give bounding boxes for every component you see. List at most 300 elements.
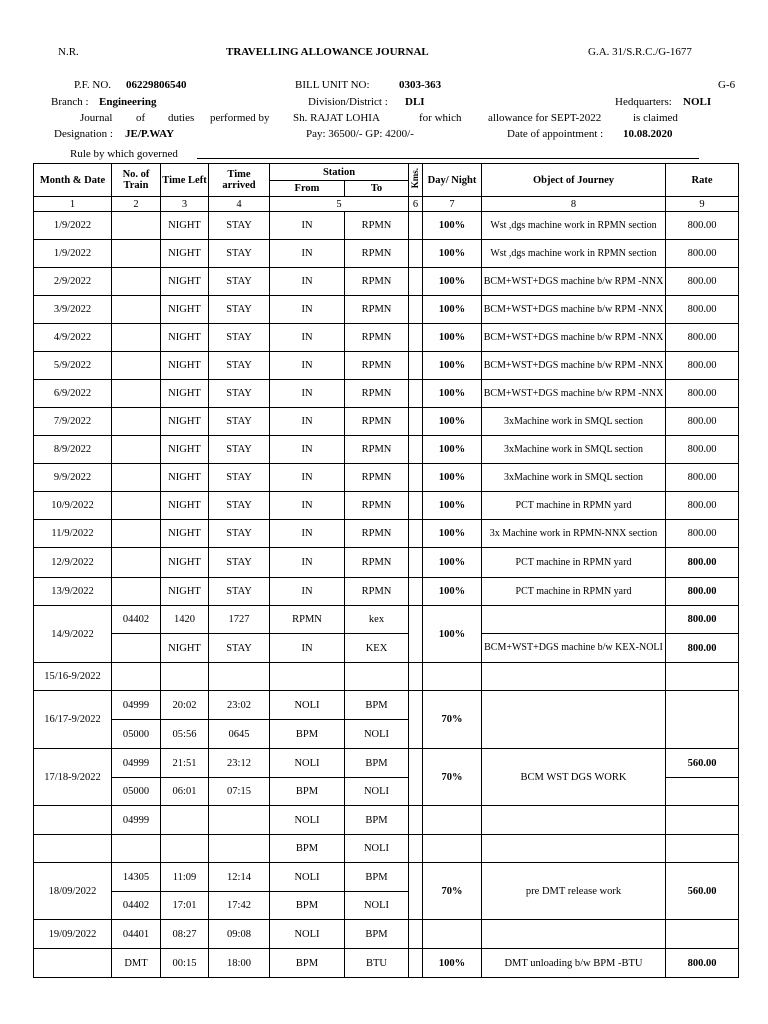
rate-cell: 800.00 (666, 436, 739, 464)
from-cell: BPM (270, 835, 345, 863)
train-cell (112, 324, 161, 352)
day-night-cell: 70% (423, 691, 482, 749)
train-cell: 05000 (112, 778, 161, 806)
object-cell: 3xMachine work in SMQL section (482, 408, 666, 436)
object-cell: BCM WST DGS WORK (482, 749, 666, 806)
kms-cell (409, 520, 423, 548)
time-left-cell: 11:09 (161, 863, 209, 892)
to-cell: RPMN (345, 324, 409, 352)
from-cell: NOLI (270, 806, 345, 835)
date-cell: 1/9/2022 (34, 240, 112, 268)
train-cell: 04999 (112, 749, 161, 778)
object-cell: BCM+WST+DGS machine b/w RPM -NNX (482, 324, 666, 352)
header-from: From (270, 181, 345, 197)
time-left-cell: NIGHT (161, 380, 209, 408)
kms-cell (409, 920, 423, 949)
col-number-9: 9 (666, 197, 739, 212)
kms-cell (409, 492, 423, 520)
division-label: Division/District : (308, 96, 388, 108)
branch-value: Engineering (99, 96, 157, 108)
date-cell: 12/9/2022 (34, 548, 112, 578)
rate-cell (666, 778, 739, 806)
object-cell (482, 806, 666, 835)
table-row (34, 436, 739, 464)
kms-cell (409, 296, 423, 324)
header-day-night: Day/ Night (423, 164, 482, 197)
object-cell: BCM+WST+DGS machine b/w KEX-NOLI (482, 634, 666, 663)
kms-cell (409, 835, 423, 863)
header-rate: Rate (666, 164, 739, 197)
rate-cell: 800.00 (666, 464, 739, 492)
date-cell: 10/9/2022 (34, 492, 112, 520)
object-cell: 3x Machine work in RPMN-NNX section (482, 520, 666, 548)
from-cell: BPM (270, 778, 345, 806)
header-month-date: Month & Date (34, 164, 112, 197)
rate-cell: 800.00 (666, 380, 739, 408)
train-cell (112, 268, 161, 296)
to-cell: RPMN (345, 240, 409, 268)
kms-cell (409, 464, 423, 492)
table-row (34, 268, 739, 296)
day-night-cell: 100% (423, 324, 482, 352)
rate-cell: 800.00 (666, 268, 739, 296)
train-cell (112, 380, 161, 408)
train-cell (112, 835, 161, 863)
table-row (34, 240, 739, 268)
time-arrived-cell: STAY (209, 408, 270, 436)
pay-info: Pay: 36500/- GP: 4200/- (306, 128, 414, 140)
to-cell (345, 663, 409, 691)
rate-cell: 800.00 (666, 949, 739, 978)
rate-cell: 800.00 (666, 324, 739, 352)
object-cell: DMT unloading b/w BPM -BTU (482, 949, 666, 978)
kms-cell (409, 863, 423, 920)
train-cell: 14305 (112, 863, 161, 892)
day-night-cell: 100% (423, 578, 482, 606)
header-station: Station (270, 164, 409, 181)
object-cell (482, 606, 666, 634)
table-row (34, 464, 739, 492)
journal-body (34, 212, 739, 606)
train-cell: 04999 (112, 806, 161, 835)
day-night-cell: 100% (423, 464, 482, 492)
form-number: G.A. 31/S.R.C./G-1677 (588, 46, 692, 58)
object-cell: BCM+WST+DGS machine b/w RPM -NNX (482, 296, 666, 324)
to-cell: RPMN (345, 380, 409, 408)
branch-label: Branch : (51, 96, 89, 108)
date-cell (34, 835, 112, 863)
time-left-cell: NIGHT (161, 548, 209, 578)
to-cell: RPMN (345, 464, 409, 492)
rate-cell: 800.00 (666, 634, 739, 663)
col-number-7: 7 (423, 197, 482, 212)
time-arrived-cell: STAY (209, 464, 270, 492)
object-cell (482, 920, 666, 949)
to-cell: KEX (345, 634, 409, 663)
train-cell (112, 352, 161, 380)
rate-cell (666, 663, 739, 691)
rate-cell: 800.00 (666, 548, 739, 578)
date-cell: 9/9/2022 (34, 464, 112, 492)
header-time-arrived: Time arrived (209, 164, 270, 197)
rate-cell (666, 806, 739, 835)
from-cell: IN (270, 212, 345, 240)
journal-word-3: duties (168, 112, 195, 124)
object-cell: BCM+WST+DGS machine b/w RPM -NNX (482, 380, 666, 408)
table-row (34, 408, 739, 436)
journal-word-4: performed by (210, 112, 270, 124)
day-night-cell: 100% (423, 240, 482, 268)
time-left-cell: 20:02 (161, 691, 209, 720)
object-cell: PCT machine in RPMN yard (482, 578, 666, 606)
time-arrived-cell: 09:08 (209, 920, 270, 949)
to-cell: RPMN (345, 212, 409, 240)
kms-cell (409, 606, 423, 663)
kms-cell (409, 578, 423, 606)
col-number-6: 6 (409, 197, 423, 212)
time-left-cell: 1420 (161, 606, 209, 634)
col-number-4: 4 (209, 197, 270, 212)
time-left-cell: NIGHT (161, 436, 209, 464)
train-cell: 05000 (112, 720, 161, 749)
time-arrived-cell: STAY (209, 520, 270, 548)
g6-label: G-6 (718, 79, 736, 91)
object-cell: Wst ,dgs machine work in RPMN section (482, 212, 666, 240)
from-cell: IN (270, 464, 345, 492)
to-cell: NOLI (345, 835, 409, 863)
day-night-cell: 100% (423, 492, 482, 520)
kms-cell (409, 806, 423, 835)
time-arrived-cell: STAY (209, 436, 270, 464)
col-number-8: 8 (482, 197, 666, 212)
object-cell (482, 691, 666, 749)
date-cell: 18/09/2022 (34, 863, 112, 920)
time-arrived-cell: 12:14 (209, 863, 270, 892)
day-night-cell (423, 806, 482, 835)
bill-unit-label: BILL UNIT NO: (295, 79, 370, 91)
from-cell: NOLI (270, 863, 345, 892)
train-cell: 04402 (112, 892, 161, 920)
to-cell: RPMN (345, 548, 409, 578)
rate-cell: 800.00 (666, 408, 739, 436)
time-arrived-cell: STAY (209, 548, 270, 578)
to-cell: BPM (345, 691, 409, 720)
appointment-date: 10.08.2020 (623, 128, 673, 140)
day-night-cell: 70% (423, 863, 482, 920)
time-arrived-cell (209, 835, 270, 863)
day-night-cell: 100% (423, 352, 482, 380)
from-cell: IN (270, 520, 345, 548)
to-cell: BPM (345, 749, 409, 778)
table-row (34, 380, 739, 408)
time-left-cell: NIGHT (161, 240, 209, 268)
day-night-cell: 100% (423, 408, 482, 436)
train-cell (112, 634, 161, 663)
to-cell: RPMN (345, 352, 409, 380)
time-left-cell: 08:27 (161, 920, 209, 949)
from-cell: IN (270, 324, 345, 352)
header-kms (409, 164, 423, 197)
from-cell: IN (270, 380, 345, 408)
object-cell (482, 663, 666, 691)
bill-unit-number: 0303-363 (399, 79, 442, 91)
time-left-cell: NIGHT (161, 268, 209, 296)
train-cell: 04401 (112, 920, 161, 949)
header-time-left: Time Left (161, 164, 209, 197)
to-cell: RPMN (345, 268, 409, 296)
day-night-cell: 100% (423, 548, 482, 578)
kms-cell (409, 663, 423, 691)
rate-cell: 560.00 (666, 863, 739, 920)
date-cell: 19/09/2022 (34, 920, 112, 949)
to-cell: RPMN (345, 408, 409, 436)
kms-cell (409, 436, 423, 464)
time-left-cell: 17:01 (161, 892, 209, 920)
from-cell: NOLI (270, 691, 345, 720)
rate-cell: 800.00 (666, 520, 739, 548)
table-row (34, 492, 739, 520)
from-cell: IN (270, 240, 345, 268)
time-left-cell: NIGHT (161, 352, 209, 380)
to-cell: RPMN (345, 492, 409, 520)
header-no-of-train: No. of Train (112, 164, 161, 197)
from-cell: IN (270, 548, 345, 578)
time-left-cell: 00:15 (161, 949, 209, 978)
time-left-cell: 06:01 (161, 778, 209, 806)
rate-cell: 800.00 (666, 212, 739, 240)
date-cell (34, 949, 112, 978)
rule-underline (197, 158, 699, 159)
from-cell: BPM (270, 892, 345, 920)
col-number-3: 3 (161, 197, 209, 212)
time-arrived-cell: STAY (209, 492, 270, 520)
object-cell: PCT machine in RPMN yard (482, 492, 666, 520)
time-arrived-cell: 18:00 (209, 949, 270, 978)
time-left-cell: NIGHT (161, 492, 209, 520)
to-cell: NOLI (345, 778, 409, 806)
to-cell: BTU (345, 949, 409, 978)
day-night-cell (423, 835, 482, 863)
rate-cell: 800.00 (666, 492, 739, 520)
day-night-cell (423, 663, 482, 691)
rate-cell (666, 835, 739, 863)
kms-cell (409, 268, 423, 296)
hq-value: NOLI (683, 96, 712, 108)
table-row (34, 352, 739, 380)
kms-cell (409, 691, 423, 749)
train-cell: DMT (112, 949, 161, 978)
to-cell: NOLI (345, 892, 409, 920)
journal-end: is claimed (633, 112, 678, 124)
kms-cell (409, 949, 423, 978)
object-cell (482, 835, 666, 863)
date-cell: 7/9/2022 (34, 408, 112, 436)
train-cell (112, 520, 161, 548)
day-night-cell: 100% (423, 212, 482, 240)
pf-number: 06229806540 (126, 79, 187, 91)
train-cell (112, 578, 161, 606)
day-night-cell: 100% (423, 296, 482, 324)
time-left-cell: NIGHT (161, 578, 209, 606)
day-night-cell: 100% (423, 436, 482, 464)
day-night-cell (423, 920, 482, 949)
date-cell: 16/17-9/2022 (34, 691, 112, 749)
to-cell: BPM (345, 920, 409, 949)
from-cell: BPM (270, 949, 345, 978)
day-night-cell: 70% (423, 749, 482, 806)
time-arrived-cell: 23:12 (209, 749, 270, 778)
kms-cell (409, 240, 423, 268)
nr-label: N.R. (58, 46, 79, 58)
to-cell: BPM (345, 806, 409, 835)
from-cell: IN (270, 408, 345, 436)
kms-cell (409, 380, 423, 408)
train-cell (112, 408, 161, 436)
date-cell: 15/16-9/2022 (34, 663, 112, 691)
train-cell (112, 492, 161, 520)
col-number-1: 1 (34, 197, 112, 212)
object-cell: PCT machine in RPMN yard (482, 548, 666, 578)
from-cell (270, 663, 345, 691)
date-cell: 17/18-9/2022 (34, 749, 112, 806)
time-arrived-cell: 23:02 (209, 691, 270, 720)
header-object: Object of Journey (482, 164, 666, 197)
kms-cell (409, 749, 423, 806)
rate-cell: 800.00 (666, 606, 739, 634)
to-cell: RPMN (345, 578, 409, 606)
time-arrived-cell: STAY (209, 634, 270, 663)
train-cell (112, 663, 161, 691)
to-cell: NOLI (345, 720, 409, 749)
date-cell (34, 806, 112, 835)
date-cell: 8/9/2022 (34, 436, 112, 464)
object-cell: BCM+WST+DGS machine b/w RPM -NNX (482, 268, 666, 296)
rate-cell: 800.00 (666, 240, 739, 268)
from-cell: RPMN (270, 606, 345, 634)
object-cell: Wst ,dgs machine work in RPMN section (482, 240, 666, 268)
time-arrived-cell: 17:42 (209, 892, 270, 920)
time-left-cell: NIGHT (161, 634, 209, 663)
to-cell: RPMN (345, 436, 409, 464)
from-cell: IN (270, 296, 345, 324)
rate-cell (666, 920, 739, 949)
time-left-cell (161, 806, 209, 835)
time-arrived-cell: STAY (209, 296, 270, 324)
time-arrived-cell: STAY (209, 268, 270, 296)
journal-word-1: Journal (80, 112, 113, 124)
time-left-cell: NIGHT (161, 464, 209, 492)
rate-cell: 800.00 (666, 296, 739, 324)
date-cell: 13/9/2022 (34, 578, 112, 606)
journal-word-2: of (136, 112, 146, 124)
time-arrived-cell: 07:15 (209, 778, 270, 806)
train-cell (112, 548, 161, 578)
table-row (34, 520, 739, 548)
day-night-cell: 100% (423, 268, 482, 296)
to-cell: BPM (345, 863, 409, 892)
kms-cell (409, 212, 423, 240)
time-left-cell: NIGHT (161, 212, 209, 240)
date-cell: 4/9/2022 (34, 324, 112, 352)
time-left-cell: NIGHT (161, 324, 209, 352)
time-arrived-cell: STAY (209, 352, 270, 380)
from-cell: IN (270, 436, 345, 464)
hq-label: Hedquarters: (615, 96, 672, 108)
object-cell: 3xMachine work in SMQL section (482, 464, 666, 492)
journal-title: TRAVELLING ALLOWANCE JOURNAL (226, 46, 429, 58)
table-row (34, 324, 739, 352)
rate-cell (666, 691, 739, 749)
journal-claim: allowance for SEPT-2022 (488, 112, 602, 124)
kms-cell (409, 548, 423, 578)
time-arrived-cell: 0645 (209, 720, 270, 749)
rule-label: Rule by which governed (70, 148, 178, 160)
time-arrived-cell: STAY (209, 212, 270, 240)
day-night-cell: 100% (423, 606, 482, 663)
from-cell: NOLI (270, 749, 345, 778)
date-cell: 2/9/2022 (34, 268, 112, 296)
date-cell: 6/9/2022 (34, 380, 112, 408)
date-cell: 3/9/2022 (34, 296, 112, 324)
from-cell: IN (270, 352, 345, 380)
designation-value: JE/P.WAY (125, 128, 175, 140)
date-cell: 11/9/2022 (34, 520, 112, 548)
table-row (34, 578, 739, 606)
kms-cell (409, 324, 423, 352)
time-arrived-cell (209, 663, 270, 691)
journal-for: for which (419, 112, 462, 124)
from-cell: IN (270, 578, 345, 606)
table-row (34, 212, 739, 240)
col-number-5: 5 (270, 197, 409, 212)
object-cell: 3xMachine work in SMQL section (482, 436, 666, 464)
time-arrived-cell: STAY (209, 578, 270, 606)
time-left-cell (161, 663, 209, 691)
rate-cell: 560.00 (666, 749, 739, 778)
designation-label: Designation : (54, 128, 113, 140)
train-cell (112, 212, 161, 240)
train-cell: 04402 (112, 606, 161, 634)
journal-body-later (34, 606, 739, 978)
table-row (34, 548, 739, 578)
day-night-cell: 100% (423, 380, 482, 408)
time-arrived-cell: STAY (209, 240, 270, 268)
rate-cell: 800.00 (666, 352, 739, 380)
time-arrived-cell (209, 806, 270, 835)
train-cell (112, 240, 161, 268)
appointment-label: Date of appointment : (507, 128, 604, 140)
train-cell (112, 464, 161, 492)
date-cell: 1/9/2022 (34, 212, 112, 240)
time-arrived-cell: 1727 (209, 606, 270, 634)
from-cell: IN (270, 492, 345, 520)
kms-cell (409, 408, 423, 436)
employee-name: Sh. RAJAT LOHIA (293, 112, 380, 124)
train-cell (112, 296, 161, 324)
division-value: DLI (405, 96, 425, 108)
kms-label: Kms. (410, 168, 420, 189)
day-night-cell: 100% (423, 520, 482, 548)
time-arrived-cell: STAY (209, 324, 270, 352)
date-cell: 5/9/2022 (34, 352, 112, 380)
from-cell: BPM (270, 720, 345, 749)
header-to: To (345, 181, 409, 197)
time-left-cell: NIGHT (161, 408, 209, 436)
from-cell: IN (270, 634, 345, 663)
time-left-cell: 05:56 (161, 720, 209, 749)
time-left-cell: NIGHT (161, 520, 209, 548)
col-number-2: 2 (112, 197, 161, 212)
